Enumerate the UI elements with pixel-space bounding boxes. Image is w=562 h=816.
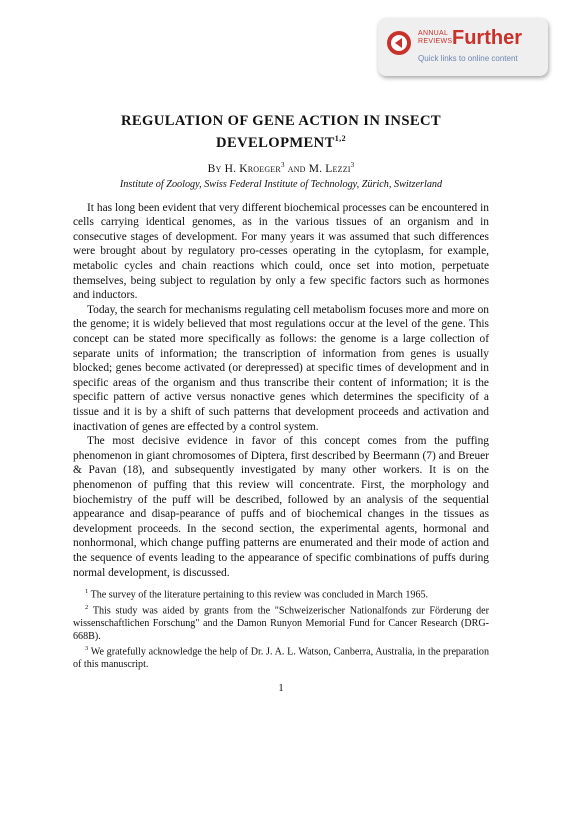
play-circle-icon (386, 30, 412, 56)
title-footnote-marks: 1,2 (334, 134, 346, 143)
badge-brand-line2: REVIEWS (418, 38, 453, 45)
article-body (73, 201, 489, 580)
author-affiliation: Institute of Zoology, Swiss Federal Institute of Technology, Zürich, Switzerland (119, 178, 443, 190)
footnote-number: 2 (85, 604, 89, 612)
author-name: M. Lezzi (308, 162, 351, 175)
annual-reviews-further-badge[interactable] (378, 18, 548, 76)
footnotes (73, 586, 489, 672)
footnote (73, 586, 489, 602)
footnote (73, 643, 489, 672)
body-paragraph: The most decisive evidence in favor of this concept comes from the puffing phenomenon in giant chromosomes of Diptera, first described by Beermann (7) and Breuer & Pavan (18), and subsequently investigated by many other workers. It is on the phenomenon of puffing that this review will concentrate. First, the morphology and biochemistry of the puff will be described, followed by an analysis of the sequential appearance and disap-pearance of puffs and of biochemical changes in the tissues as development proceeds. In the second section, the experimental agents, hormonal and nonhormonal, which change puffing patterns are enumerated and their mode of action and the sequence of events leading to the appearance of specific combinations of puffs during normal development, is discussed. (73, 435, 489, 579)
footnote-number: 1 (85, 588, 89, 596)
article-title-text: REGULATION OF GENE ACTION IN INSECT DEVELOPMENT (120, 113, 442, 151)
body-paragraph: It has long been evident that very different biochemical processes can be encountered in cells carrying identical genomes, as in the various tissues of an organism and in consecutive stages of development. For many years it was assumed that such differences were brought about by regulatory pro-cesses operating in the cytoplasm, for example, metabolic cycles and chain reactions which could, once set into motion, perpetuate themselves, being subject to regulation by only a few specific factors such as hormones and inductors. (73, 201, 489, 302)
footnote-number: 3 (85, 645, 89, 653)
footnote-text: The survey of the literature pertaining to this review was concluded in March 1965. (90, 589, 429, 601)
author-footnote-mark: 3 (280, 160, 285, 169)
by-label: By (207, 162, 222, 175)
badge-subtitle: Quick links to online content (418, 54, 518, 63)
badge-further-label: Further (452, 27, 522, 49)
author-footnote-mark: 3 (350, 160, 355, 169)
article-title (73, 113, 489, 152)
badge-brand-small (418, 30, 452, 46)
footnote-text: This study was aided by grants from the "Schweizerischer Nationalfonds zur Förderung der wissenschaftlichen Forschung" and the Damon Runyon Memorial Fund for Cancer Research (DRG-668B). (73, 605, 490, 642)
page-number: 1 (278, 681, 284, 694)
badge-brand-line1: ANNUAL (418, 30, 449, 37)
article-authors (73, 158, 489, 176)
footnote (73, 602, 489, 643)
and-label: and (287, 162, 306, 175)
author-name: H. Kroeger (224, 162, 281, 175)
footnote-text: We gratefully acknowledge the help of Dr. J. A. L. Watson, Canberra, Australia, in the preparation of this manuscript. (73, 646, 489, 671)
body-paragraph: Today, the search for mechanisms regulating cell metabolism focuses more and more on the genome; it is widely believed that most regulations occur at the level of the gene. This concept can be stated more specifically as follows: the genome is a large collection of separate units of information; the transcription of information from genes is usually blocked; genes become activated (or derepressed) at specific times of development and in specific areas of the organism and thus transcribe their content of information; it is the specific pattern of active versus nonactive genes which determines the specificity of a tissue and it is by a shift of such patterns that development proceeds and activation and inactivation of genes are effected by a control system. (73, 303, 489, 433)
article-page (73, 113, 489, 694)
